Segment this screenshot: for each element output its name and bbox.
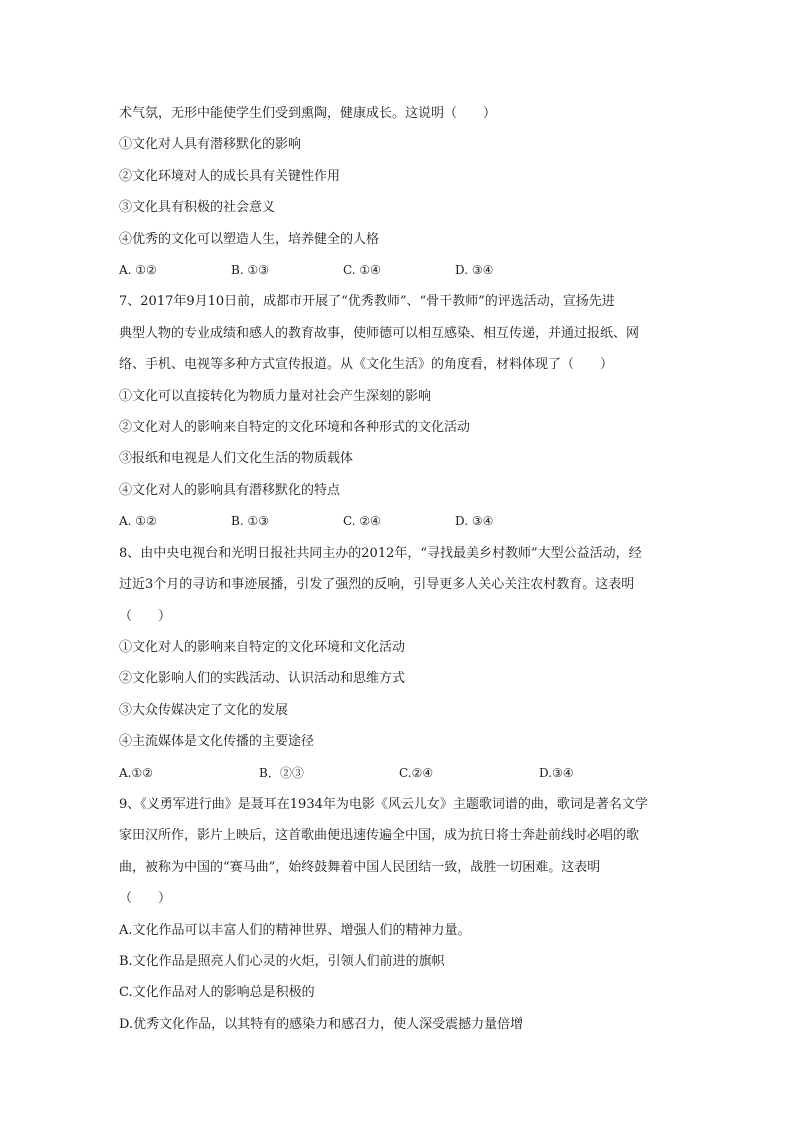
question-stem-line: （ ） <box>119 891 172 907</box>
option-d: D.③④ <box>539 765 574 780</box>
statement-1: ①文化可以直接转化为物质力量对社会产生深刻的影响 <box>119 388 432 404</box>
question-stem-line: 8、由中央电视台和光明日报社共同主办的2012年，“寻找最美乡村教师”大型公益活动，经 <box>119 545 642 561</box>
choice-c: C.文化作品对人的影响总是积极的 <box>119 985 315 1001</box>
choice-a: A.文化作品可以丰富人们的精神世界、增强人们的精神力量。 <box>119 922 471 938</box>
statement-2: ②文化环境对人的成长具有关键性作用 <box>119 168 341 184</box>
statement-1: ①文化对人具有潜移默化的影响 <box>119 137 302 153</box>
question-stem-line: 7、2017年9月10日前，成都市开展了“优秀教师”、“骨干教师”的评选活动，宣扬先进 <box>119 294 615 310</box>
statement-3: ③大众传媒决定了文化的发展 <box>119 702 289 718</box>
option-c: C. ①④ <box>343 263 381 278</box>
option-c: C. ②④ <box>343 514 381 529</box>
choice-b: B.文化作品是照亮人们心灵的火炬，引领人们前进的旗帜 <box>119 953 445 969</box>
question-8-options <box>119 758 679 789</box>
option-a: A. ①② <box>119 514 157 529</box>
question-8 <box>119 538 679 789</box>
statement-2: ②文化影响人们的实践活动、认识活动和思维方式 <box>119 671 406 687</box>
statement-2: ②文化对人的影响来自特定的文化环境和各种形式的文化活动 <box>119 420 471 436</box>
exam-page <box>119 98 679 1040</box>
option-a: A. ①② <box>119 263 157 278</box>
question-7 <box>119 286 679 537</box>
continuation-line: 术气氛，无形中能使学生们受到熏陶，健康成长。这说明（ ） <box>119 106 497 121</box>
question-stem-line: （ ） <box>119 608 172 624</box>
statement-1: ①文化对人的影响来自特定的文化环境和文化活动 <box>119 639 406 655</box>
option-b: B．②③ <box>259 765 304 780</box>
question-stem-line: 过近3个月的寻访和事迹展播，引发了强烈的反响，引导更多人关心关注农村教育。这表明 <box>119 577 635 593</box>
option-d: D. ③④ <box>455 263 494 278</box>
option-a: A.①② <box>119 765 153 780</box>
question-stem-line: 家田汉所作，影片上映后，这首歌曲便迅速传遍全中国，成为抗日将士奔赴前线时必唱的歌 <box>119 828 640 844</box>
question-stem-line: 络、手机、电视等多种方式宣传报道。从《文化生活》的角度看，材料体现了（ ） <box>119 357 614 373</box>
option-c: C.②④ <box>399 765 434 780</box>
choice-d: D.优秀文化作品，以其特有的感染力和感召力，使人深受震撼力量倍增 <box>119 1016 524 1032</box>
question-stem-line: 曲，被称为中国的“赛马曲”，始终鼓舞着中国人民团结一致，战胜一切困难。这表明 <box>119 859 601 875</box>
option-b: B. ①③ <box>231 514 269 529</box>
option-b: B. ①③ <box>231 263 269 278</box>
statement-4: ④主流媒体是文化传播的主要途径 <box>119 734 315 750</box>
statement-3: ③报纸和电视是人们文化生活的物质载体 <box>119 451 354 467</box>
question-6-options <box>119 255 679 286</box>
question-9 <box>119 789 679 1040</box>
statement-3: ③文化具有积极的社会意义 <box>119 200 276 216</box>
statement-4: ④优秀的文化可以塑造人生，培养健全的人格 <box>119 231 380 247</box>
question-6-statements <box>119 129 679 255</box>
statement-4: ④文化对人的影响具有潜移默化的特点 <box>119 482 341 498</box>
question-7-options <box>119 506 679 537</box>
question-stem-line: 9、《义勇军进行曲》是聂耳在1934年为电影《风云儿女》主题歌词谱的曲，歌词是著名文学 <box>119 796 648 812</box>
option-d: D. ③④ <box>455 514 494 529</box>
question-stem-line: 典型人物的专业成绩和感人的教育故事，使师德可以相互感染、相互传递，并通过报纸、网 <box>119 325 640 341</box>
